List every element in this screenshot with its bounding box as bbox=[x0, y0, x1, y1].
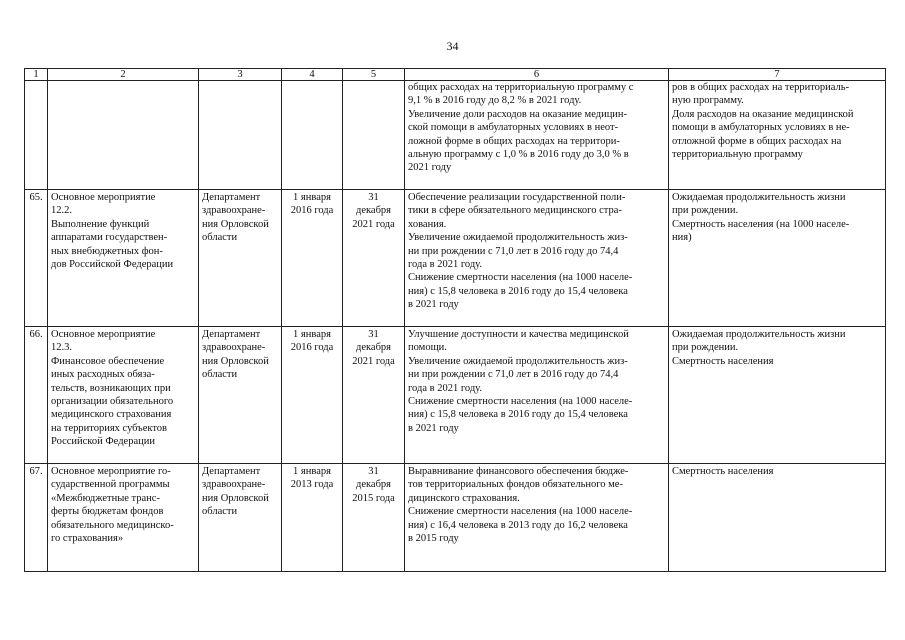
expected-result-cell: Обеспечение реализации государственной поли- тики в сфере обязательного медицинского стра- хования. Увеличение ожидаемой продолжительность жиз- ни при рождении с 71,0 лет в 2016 году до 74,4 года в 2021 году. Снижение смертности населения (на 1000 населе- ния) с 15,8 человека в 2016 году до 15,4 человека в 2021 году bbox=[405, 190, 669, 327]
activity-cell: Основное мероприятие 12.2. Выполнение функций аппаратами государствен- ных внебюджетных фон- дов Российской Федерации bbox=[48, 190, 199, 327]
executor-cell: Департамент здравоохране- ния Орловской области bbox=[199, 464, 282, 572]
column-header-1: 1 bbox=[25, 69, 48, 81]
column-header-4: 4 bbox=[282, 69, 343, 81]
column-header-6: 6 bbox=[405, 69, 669, 81]
executor-cell: Департамент здравоохране- ния Орловской области bbox=[199, 190, 282, 327]
executor-cell: Департамент здравоохране- ния Орловской области bbox=[199, 327, 282, 464]
column-header-5: 5 bbox=[343, 69, 405, 81]
row-number: 67. bbox=[25, 464, 48, 572]
start-date-cell: 1 января 2016 года bbox=[282, 327, 343, 464]
activity-cell: Основное мероприятие го- сударственной программы «Межбюджетные транс- ферты бюджетам фондов обязательного медицинско- го страхования» bbox=[48, 464, 199, 572]
indicator-cell: Ожидаемая продолжительность жизни при рождении. Смертность населения (на 1000 населе- ния) bbox=[669, 190, 886, 327]
end-date-cell: 31 декабря 2015 года bbox=[343, 464, 405, 572]
indicator-cell: Смертность населения bbox=[669, 464, 886, 572]
expected-result-cell: Улучшение доступности и качества медицинской помощи. Увеличение ожидаемой продолжительность жиз- ни при рождении с 71,0 лет в 2016 году до 74,4 года в 2021 году. Снижение смертности населения (на 1000 населе- ния) с 15,8 человека в 2016 году до 15,4 человека в 2021 году bbox=[405, 327, 669, 464]
activity-cell bbox=[48, 81, 199, 190]
column-number-row bbox=[25, 69, 886, 81]
program-activities-table bbox=[24, 68, 886, 572]
table-row bbox=[25, 81, 886, 190]
row-number: 65. bbox=[25, 190, 48, 327]
start-date-cell: 1 января 2013 года bbox=[282, 464, 343, 572]
table-row bbox=[25, 190, 886, 327]
column-header-2: 2 bbox=[48, 69, 199, 81]
expected-result-cell: общих расходах на территориальную программу с 9,1 % в 2016 году до 8,2 % в 2021 году. Увеличение доли расходов на оказание медицин- ской помощи в амбулаторных условиях в неот- ложной форме в общих расходах на территори- альную программу с 1,0 % в 2016 году до 3,0 % в 2021 году bbox=[405, 81, 669, 190]
column-header-3: 3 bbox=[199, 69, 282, 81]
activity-cell: Основное мероприятие 12.3. Финансовое обеспечение иных расходных обяза- тельств, возникающих при организации обязательного медицинского страхования на территориях субъектов Российской Федерации bbox=[48, 327, 199, 464]
indicator-cell: ров в общих расходах на территориаль- ную программу. Доля расходов на оказание медицинской помощи в амбулаторных условиях в не- отложной форме в общих расходах на территориальную программу bbox=[669, 81, 886, 190]
row-number: 66. bbox=[25, 327, 48, 464]
end-date-cell: 31 декабря 2021 года bbox=[343, 327, 405, 464]
indicator-cell: Ожидаемая продолжительность жизни при рождении. Смертность населения bbox=[669, 327, 886, 464]
table-row bbox=[25, 327, 886, 464]
column-header-7: 7 bbox=[669, 69, 886, 81]
executor-cell bbox=[199, 81, 282, 190]
start-date-cell: 1 января 2016 года bbox=[282, 190, 343, 327]
table-row bbox=[25, 464, 886, 572]
start-date-cell bbox=[282, 81, 343, 190]
end-date-cell: 31 декабря 2021 года bbox=[343, 190, 405, 327]
row-number bbox=[25, 81, 48, 190]
end-date-cell bbox=[343, 81, 405, 190]
expected-result-cell: Выравнивание финансового обеспечения бюдже- тов территориальных фондов обязательного ме- дицинского страхования. Снижение смертности населения (на 1000 населе- ния) с 16,4 человека в 2013 году до 16,2 человека в 2015 году bbox=[405, 464, 669, 572]
page-number: 34 bbox=[446, 39, 459, 53]
